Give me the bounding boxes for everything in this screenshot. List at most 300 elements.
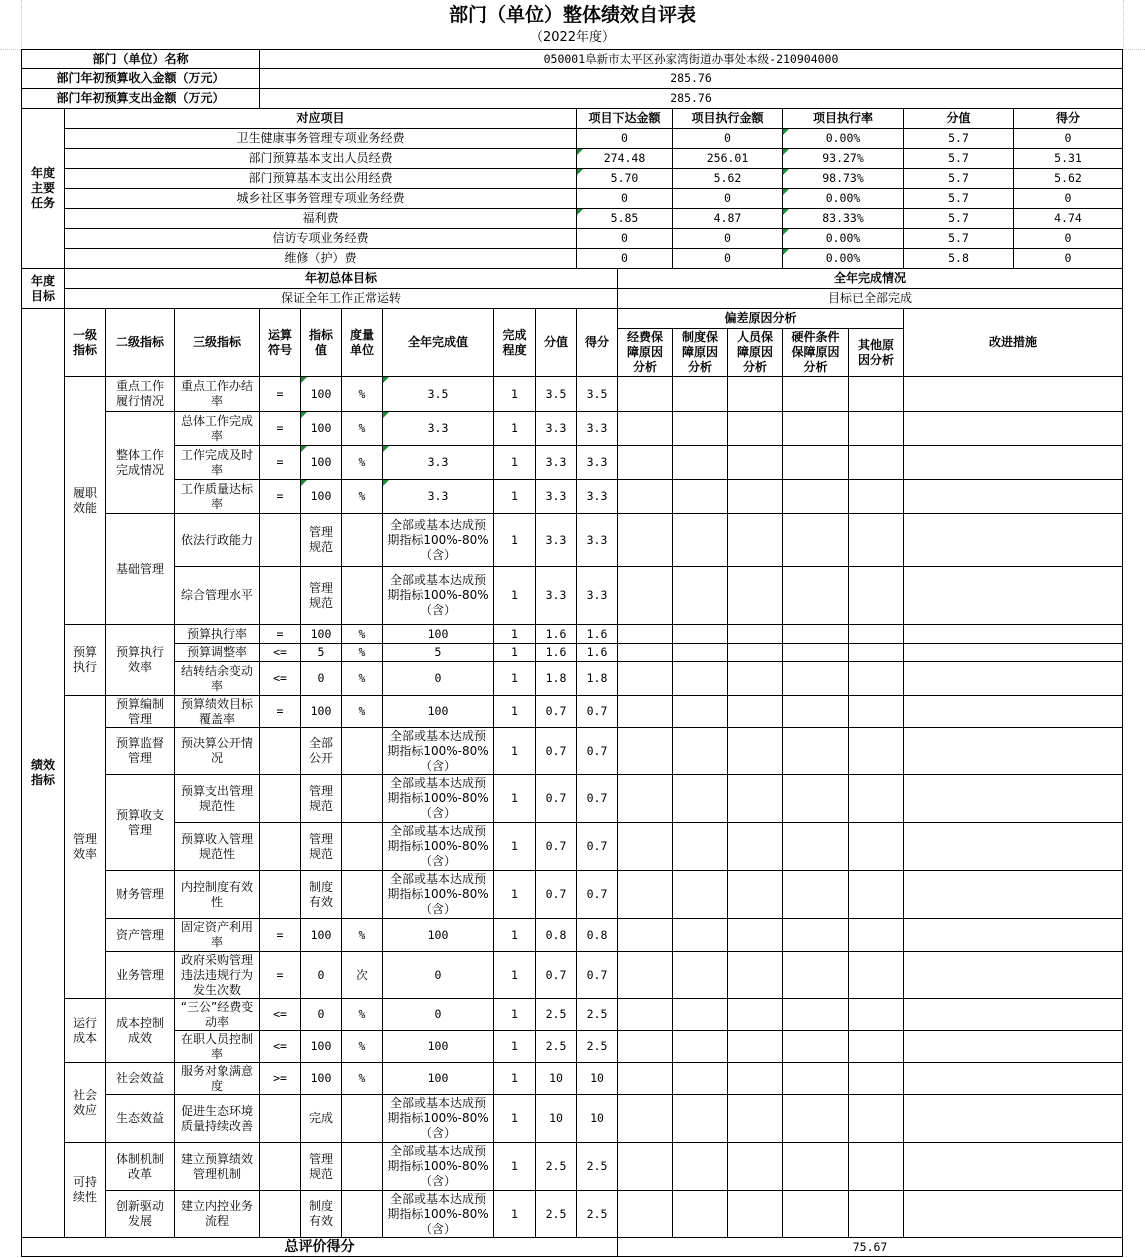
deviation-cell bbox=[617, 624, 673, 644]
deviation-cell bbox=[617, 1094, 673, 1143]
level3-indicator: 总体工作完成率 bbox=[174, 411, 260, 446]
level3-indicator: 政府采购管理违法违规行为发生次数 bbox=[174, 951, 260, 999]
tasks-column-header: 项目下达金额 bbox=[576, 108, 673, 129]
deviation-cell bbox=[782, 411, 849, 446]
deviation-cell bbox=[617, 566, 673, 625]
deviation-cell bbox=[672, 566, 728, 625]
unit-cell bbox=[341, 1094, 383, 1143]
score-max-cell: 1.8 bbox=[535, 661, 577, 696]
task-value: 0 bbox=[1013, 188, 1123, 209]
task-value: 0 bbox=[672, 128, 783, 149]
deviation-cell bbox=[672, 822, 728, 871]
score-cell: 0.7 bbox=[576, 727, 618, 775]
level2-indicator: 资产管理 bbox=[105, 918, 175, 952]
gridline bbox=[1123, 49, 1145, 50]
task-value: 0 bbox=[1013, 128, 1123, 149]
deviation-cell bbox=[617, 1142, 673, 1191]
deviation-cell bbox=[617, 951, 673, 999]
degree-cell: 1 bbox=[493, 445, 536, 480]
deviation-cell bbox=[848, 951, 904, 999]
deviation-cell bbox=[727, 566, 783, 625]
deviation-cell bbox=[672, 951, 728, 999]
actual-cell: 100 bbox=[382, 1030, 494, 1063]
deviation-cell bbox=[672, 1062, 728, 1095]
header-dev-funding: 经费保障原因分析 bbox=[617, 328, 673, 377]
deviation-cell bbox=[782, 376, 849, 412]
deviation-cell bbox=[782, 695, 849, 728]
deviation-cell bbox=[727, 624, 783, 644]
operator-cell bbox=[259, 513, 301, 567]
score-max-cell: 0.7 bbox=[535, 822, 577, 871]
operator-cell: <= bbox=[259, 661, 301, 696]
improve-cell bbox=[903, 727, 1123, 775]
degree-cell: 1 bbox=[493, 695, 536, 728]
unit-cell: % bbox=[341, 918, 383, 952]
improve-cell bbox=[903, 1030, 1123, 1063]
task-project-name: 维修（护）费 bbox=[64, 248, 577, 269]
header-level3: 三级指标 bbox=[174, 308, 260, 377]
degree-cell: 1 bbox=[493, 774, 536, 823]
improve-cell bbox=[903, 661, 1123, 696]
level3-indicator: 预算调整率 bbox=[174, 643, 260, 662]
level2-indicator: 重点工作履行情况 bbox=[105, 376, 175, 412]
unit-cell bbox=[341, 1142, 383, 1191]
actual-cell: 全部或基本达成预期指标100%-80%（含） bbox=[382, 513, 494, 567]
improve-cell bbox=[903, 998, 1123, 1031]
target-cell: 5 bbox=[300, 643, 342, 662]
page-subtitle: （2022年度） bbox=[529, 30, 616, 45]
task-value: 5.7 bbox=[903, 228, 1014, 249]
score-cell: 0.7 bbox=[576, 695, 618, 728]
deviation-cell bbox=[672, 1094, 728, 1143]
target-cell: 管理规范 bbox=[300, 822, 342, 871]
task-project-name: 城乡社区事务管理专项业务经费 bbox=[64, 188, 577, 209]
level3-indicator: 预算支出管理规范性 bbox=[174, 774, 260, 823]
deviation-cell bbox=[848, 1030, 904, 1063]
score-cell: 10 bbox=[576, 1062, 618, 1095]
task-value: 0 bbox=[672, 228, 783, 249]
actual-cell: 100 bbox=[382, 918, 494, 952]
actual-cell: 0 bbox=[382, 661, 494, 696]
level3-indicator: 工作质量达标率 bbox=[174, 479, 260, 514]
gridline bbox=[0, 49, 22, 50]
degree-cell: 1 bbox=[493, 479, 536, 514]
score-cell: 1.6 bbox=[576, 624, 618, 644]
expense-value: 285.76 bbox=[259, 88, 1123, 109]
level1-indicator: 管理效率 bbox=[64, 695, 106, 999]
goals-section-label: 年度目标 bbox=[21, 268, 65, 309]
improve-cell bbox=[903, 918, 1123, 952]
degree-cell: 1 bbox=[493, 1062, 536, 1095]
deviation-cell bbox=[672, 1030, 728, 1063]
degree-cell: 1 bbox=[493, 376, 536, 412]
level3-indicator: 预算收入管理规范性 bbox=[174, 822, 260, 871]
score-max-cell: 3.3 bbox=[535, 566, 577, 625]
level2-indicator: 财务管理 bbox=[105, 870, 175, 919]
task-value: 4.87 bbox=[672, 208, 783, 229]
level1-indicator: 运行成本 bbox=[64, 998, 106, 1063]
target-cell: 全部公开 bbox=[300, 727, 342, 775]
degree-cell: 1 bbox=[493, 1030, 536, 1063]
degree-cell: 1 bbox=[493, 918, 536, 952]
indicators-section-label: 绩效指标 bbox=[21, 308, 65, 1238]
deviation-cell bbox=[617, 918, 673, 952]
task-value: 0.00% bbox=[782, 128, 904, 149]
improve-cell bbox=[903, 479, 1123, 514]
improve-cell bbox=[903, 1190, 1123, 1238]
deviation-cell bbox=[672, 643, 728, 662]
unit-cell: % bbox=[341, 661, 383, 696]
task-value: 5.70 bbox=[576, 168, 673, 189]
score-cell: 0.7 bbox=[576, 870, 618, 919]
actual-cell: 全部或基本达成预期指标100%-80%（含） bbox=[382, 727, 494, 775]
score-max-cell: 0.8 bbox=[535, 918, 577, 952]
task-value: 98.73% bbox=[782, 168, 904, 189]
deviation-cell bbox=[727, 1094, 783, 1143]
operator-cell: = bbox=[259, 918, 301, 952]
header-score-max: 分值 bbox=[535, 308, 577, 377]
operator-cell: <= bbox=[259, 998, 301, 1031]
deviation-cell bbox=[672, 411, 728, 446]
task-value: 256.01 bbox=[672, 148, 783, 169]
level3-indicator: 服务对象满意度 bbox=[174, 1062, 260, 1095]
actual-cell: 100 bbox=[382, 695, 494, 728]
deviation-cell bbox=[782, 1142, 849, 1191]
deviation-cell bbox=[848, 1094, 904, 1143]
tasks-column-header: 得分 bbox=[1013, 108, 1123, 129]
level2-indicator: 社会效益 bbox=[105, 1062, 175, 1095]
level3-indicator: 预算执行率 bbox=[174, 624, 260, 644]
degree-cell: 1 bbox=[493, 951, 536, 999]
unit-cell bbox=[341, 1190, 383, 1238]
improve-cell bbox=[903, 822, 1123, 871]
tasks-section-label: 年度主要任务 bbox=[21, 108, 65, 269]
unit-cell: % bbox=[341, 1062, 383, 1095]
deviation-cell bbox=[782, 822, 849, 871]
operator-cell bbox=[259, 870, 301, 919]
deviation-cell bbox=[672, 870, 728, 919]
score-cell: 2.5 bbox=[576, 1142, 618, 1191]
score-max-cell: 10 bbox=[535, 1094, 577, 1143]
deviation-cell bbox=[848, 513, 904, 567]
operator-cell bbox=[259, 566, 301, 625]
deviation-cell bbox=[782, 479, 849, 514]
header-dev-system: 制度保障原因分析 bbox=[672, 328, 728, 377]
deviation-cell bbox=[727, 727, 783, 775]
score-cell: 1.8 bbox=[576, 661, 618, 696]
unit-cell bbox=[341, 513, 383, 567]
header-improve: 改进措施 bbox=[903, 308, 1123, 377]
improve-cell bbox=[903, 695, 1123, 728]
deviation-cell bbox=[782, 661, 849, 696]
tasks-column-header: 项目执行金额 bbox=[672, 108, 783, 129]
goals-completion-value: 目标已全部完成 bbox=[617, 288, 1123, 309]
task-value: 5.7 bbox=[903, 208, 1014, 229]
actual-cell: 全部或基本达成预期指标100%-80%（含） bbox=[382, 870, 494, 919]
task-value: 93.27% bbox=[782, 148, 904, 169]
unit-cell: % bbox=[341, 624, 383, 644]
degree-cell: 1 bbox=[493, 1142, 536, 1191]
deviation-cell bbox=[782, 998, 849, 1031]
operator-cell: = bbox=[259, 479, 301, 514]
deviation-cell bbox=[617, 1062, 673, 1095]
deviation-cell bbox=[727, 643, 783, 662]
deviation-cell bbox=[727, 445, 783, 480]
level3-indicator: 工作完成及时率 bbox=[174, 445, 260, 480]
actual-cell: 全部或基本达成预期指标100%-80%（含） bbox=[382, 1190, 494, 1238]
deviation-cell bbox=[672, 918, 728, 952]
deviation-cell bbox=[727, 1142, 783, 1191]
deviation-cell bbox=[848, 624, 904, 644]
score-max-cell: 0.7 bbox=[535, 695, 577, 728]
level2-indicator: 基础管理 bbox=[105, 513, 175, 625]
task-value: 5.7 bbox=[903, 188, 1014, 209]
deviation-cell bbox=[617, 727, 673, 775]
score-max-cell: 2.5 bbox=[535, 1190, 577, 1238]
degree-cell: 1 bbox=[493, 624, 536, 644]
header-dev-hardware: 硬件条件保障原因分析 bbox=[782, 328, 849, 377]
unit-cell: % bbox=[341, 1030, 383, 1063]
score-cell: 3.5 bbox=[576, 376, 618, 412]
deviation-cell bbox=[727, 870, 783, 919]
score-max-cell: 10 bbox=[535, 1062, 577, 1095]
deviation-cell bbox=[848, 822, 904, 871]
deviation-cell bbox=[672, 479, 728, 514]
level2-indicator: 整体工作完成情况 bbox=[105, 411, 175, 514]
deviation-cell bbox=[782, 513, 849, 567]
unit-cell: 次 bbox=[341, 951, 383, 999]
level2-indicator: 体制机制改革 bbox=[105, 1142, 175, 1191]
score-cell: 10 bbox=[576, 1094, 618, 1143]
deviation-cell bbox=[727, 376, 783, 412]
deviation-cell bbox=[617, 513, 673, 567]
score-max-cell: 0.7 bbox=[535, 951, 577, 999]
operator-cell bbox=[259, 774, 301, 823]
task-project-name: 信访专项业务经费 bbox=[64, 228, 577, 249]
deviation-cell bbox=[848, 445, 904, 480]
deviation-cell bbox=[727, 479, 783, 514]
level3-indicator: 内控制度有效性 bbox=[174, 870, 260, 919]
deviation-cell bbox=[672, 661, 728, 696]
actual-cell: 3.5 bbox=[382, 376, 494, 412]
actual-cell: 100 bbox=[382, 624, 494, 644]
target-cell: 制度有效 bbox=[300, 1190, 342, 1238]
level2-indicator: 业务管理 bbox=[105, 951, 175, 999]
deviation-cell bbox=[617, 445, 673, 480]
target-cell: 0 bbox=[300, 998, 342, 1031]
level3-indicator: 固定资产利用率 bbox=[174, 918, 260, 952]
unit-name-label: 部门（单位）名称 bbox=[21, 49, 260, 69]
level3-indicator: 重点工作办结率 bbox=[174, 376, 260, 412]
actual-cell: 100 bbox=[382, 1062, 494, 1095]
income-value: 285.76 bbox=[259, 68, 1123, 89]
unit-cell bbox=[341, 870, 383, 919]
task-value: 0 bbox=[576, 248, 673, 269]
header-deviation: 偏差原因分析 bbox=[617, 308, 904, 329]
operator-cell: = bbox=[259, 376, 301, 412]
score-cell: 3.3 bbox=[576, 445, 618, 480]
deviation-cell bbox=[782, 951, 849, 999]
deviation-cell bbox=[617, 774, 673, 823]
deviation-cell bbox=[848, 661, 904, 696]
improve-cell bbox=[903, 411, 1123, 446]
deviation-cell bbox=[848, 998, 904, 1031]
deviation-cell bbox=[848, 1190, 904, 1238]
improve-cell bbox=[903, 774, 1123, 823]
operator-cell bbox=[259, 1190, 301, 1238]
level3-indicator: 建立预算绩效管理机制 bbox=[174, 1142, 260, 1191]
target-cell: 100 bbox=[300, 695, 342, 728]
improve-cell bbox=[903, 951, 1123, 999]
score-max-cell: 3.3 bbox=[535, 411, 577, 446]
deviation-cell bbox=[672, 1190, 728, 1238]
deviation-cell bbox=[848, 1062, 904, 1095]
deviation-cell bbox=[672, 445, 728, 480]
level2-indicator: 预算收支管理 bbox=[105, 774, 175, 871]
target-cell: 100 bbox=[300, 1062, 342, 1095]
level2-indicator: 预算执行效率 bbox=[105, 624, 175, 696]
deviation-cell bbox=[617, 411, 673, 446]
degree-cell: 1 bbox=[493, 411, 536, 446]
goals-initial-value: 保证全年工作正常运转 bbox=[64, 288, 618, 309]
actual-cell: 0 bbox=[382, 951, 494, 999]
deviation-cell bbox=[672, 513, 728, 567]
deviation-cell bbox=[672, 695, 728, 728]
task-value: 5.31 bbox=[1013, 148, 1123, 169]
goals-completion-header: 全年完成情况 bbox=[617, 268, 1123, 289]
score-max-cell: 3.3 bbox=[535, 513, 577, 567]
score-max-cell: 3.5 bbox=[535, 376, 577, 412]
level3-indicator: 预决算公开情况 bbox=[174, 727, 260, 775]
score-cell: 2.5 bbox=[576, 1190, 618, 1238]
level3-indicator: 在职人员控制率 bbox=[174, 1030, 260, 1063]
task-value: 0 bbox=[576, 128, 673, 149]
task-project-name: 卫生健康事务管理专项业务经费 bbox=[64, 128, 577, 149]
score-cell: 3.3 bbox=[576, 566, 618, 625]
level3-indicator: 结转结余变动率 bbox=[174, 661, 260, 696]
task-value: 5.62 bbox=[672, 168, 783, 189]
total-value: 75.67 bbox=[617, 1237, 1123, 1257]
header-dev-staff: 人员保障原因分析 bbox=[727, 328, 783, 377]
deviation-cell bbox=[782, 727, 849, 775]
task-value: 5.7 bbox=[903, 168, 1014, 189]
deviation-cell bbox=[672, 998, 728, 1031]
score-cell: 0.7 bbox=[576, 822, 618, 871]
operator-cell: <= bbox=[259, 1030, 301, 1063]
actual-cell: 全部或基本达成预期指标100%-80%（含） bbox=[382, 822, 494, 871]
actual-cell: 3.3 bbox=[382, 445, 494, 480]
task-value: 0.00% bbox=[782, 188, 904, 209]
header-level1: 一级指标 bbox=[64, 308, 106, 377]
task-project-name: 福利费 bbox=[64, 208, 577, 229]
deviation-cell bbox=[617, 643, 673, 662]
deviation-cell bbox=[727, 1190, 783, 1238]
deviation-cell bbox=[782, 566, 849, 625]
task-value: 83.33% bbox=[782, 208, 904, 229]
operator-cell: = bbox=[259, 411, 301, 446]
goals-initial-header: 年初总体目标 bbox=[64, 268, 618, 289]
actual-cell: 全部或基本达成预期指标100%-80%（含） bbox=[382, 774, 494, 823]
target-cell: 0 bbox=[300, 661, 342, 696]
actual-cell: 3.3 bbox=[382, 479, 494, 514]
operator-cell bbox=[259, 1142, 301, 1191]
level2-indicator: 创新驱动发展 bbox=[105, 1190, 175, 1238]
score-cell: 0.8 bbox=[576, 918, 618, 952]
improve-cell bbox=[903, 624, 1123, 644]
target-cell: 100 bbox=[300, 1030, 342, 1063]
deviation-cell bbox=[848, 1142, 904, 1191]
header-actual: 全年完成值 bbox=[382, 308, 494, 377]
deviation-cell bbox=[848, 479, 904, 514]
deviation-cell bbox=[727, 998, 783, 1031]
target-cell: 100 bbox=[300, 624, 342, 644]
unit-cell bbox=[341, 727, 383, 775]
degree-cell: 1 bbox=[493, 566, 536, 625]
score-max-cell: 0.7 bbox=[535, 870, 577, 919]
score-cell: 0.7 bbox=[576, 774, 618, 823]
target-cell: 100 bbox=[300, 411, 342, 446]
score-max-cell: 3.3 bbox=[535, 445, 577, 480]
unit-cell: % bbox=[341, 445, 383, 480]
deviation-cell bbox=[727, 774, 783, 823]
deviation-cell bbox=[848, 643, 904, 662]
level3-indicator: 预算绩效目标覆盖率 bbox=[174, 695, 260, 728]
score-max-cell: 1.6 bbox=[535, 624, 577, 644]
task-value: 0 bbox=[672, 248, 783, 269]
improve-cell bbox=[903, 870, 1123, 919]
deviation-cell bbox=[727, 661, 783, 696]
level2-indicator: 预算监督管理 bbox=[105, 727, 175, 775]
deviation-cell bbox=[727, 918, 783, 952]
score-max-cell: 3.3 bbox=[535, 479, 577, 514]
operator-cell: >= bbox=[259, 1062, 301, 1095]
operator-cell bbox=[259, 1094, 301, 1143]
task-value: 0 bbox=[1013, 248, 1123, 269]
operator-cell: = bbox=[259, 445, 301, 480]
target-cell: 0 bbox=[300, 951, 342, 999]
target-cell: 完成 bbox=[300, 1094, 342, 1143]
improve-cell bbox=[903, 513, 1123, 567]
degree-cell: 1 bbox=[493, 643, 536, 662]
deviation-cell bbox=[782, 1190, 849, 1238]
target-cell: 100 bbox=[300, 918, 342, 952]
task-value: 5.8 bbox=[903, 248, 1014, 269]
total-label: 总评价得分 bbox=[21, 1237, 618, 1257]
deviation-cell bbox=[727, 411, 783, 446]
deviation-cell bbox=[727, 1062, 783, 1095]
deviation-cell bbox=[727, 951, 783, 999]
deviation-cell bbox=[848, 870, 904, 919]
header-unit: 度量单位 bbox=[341, 308, 383, 377]
deviation-cell bbox=[672, 1142, 728, 1191]
target-cell: 100 bbox=[300, 445, 342, 480]
operator-cell: = bbox=[259, 695, 301, 728]
score-cell: 3.3 bbox=[576, 513, 618, 567]
expense-label: 部门年初预算支出金额（万元） bbox=[21, 88, 260, 109]
level3-indicator: 依法行政能力 bbox=[174, 513, 260, 567]
page-title: 部门（单位）整体绩效自评表 bbox=[448, 4, 696, 26]
level1-indicator: 可持续性 bbox=[64, 1142, 106, 1238]
operator-cell: <= bbox=[259, 643, 301, 662]
unit-cell: % bbox=[341, 376, 383, 412]
score-max-cell: 2.5 bbox=[535, 1142, 577, 1191]
operator-cell: = bbox=[259, 624, 301, 644]
unit-cell: % bbox=[341, 411, 383, 446]
score-max-cell: 2.5 bbox=[535, 1030, 577, 1063]
unit-cell: % bbox=[341, 695, 383, 728]
level3-indicator: “三公”经费变动率 bbox=[174, 998, 260, 1031]
deviation-cell bbox=[617, 822, 673, 871]
